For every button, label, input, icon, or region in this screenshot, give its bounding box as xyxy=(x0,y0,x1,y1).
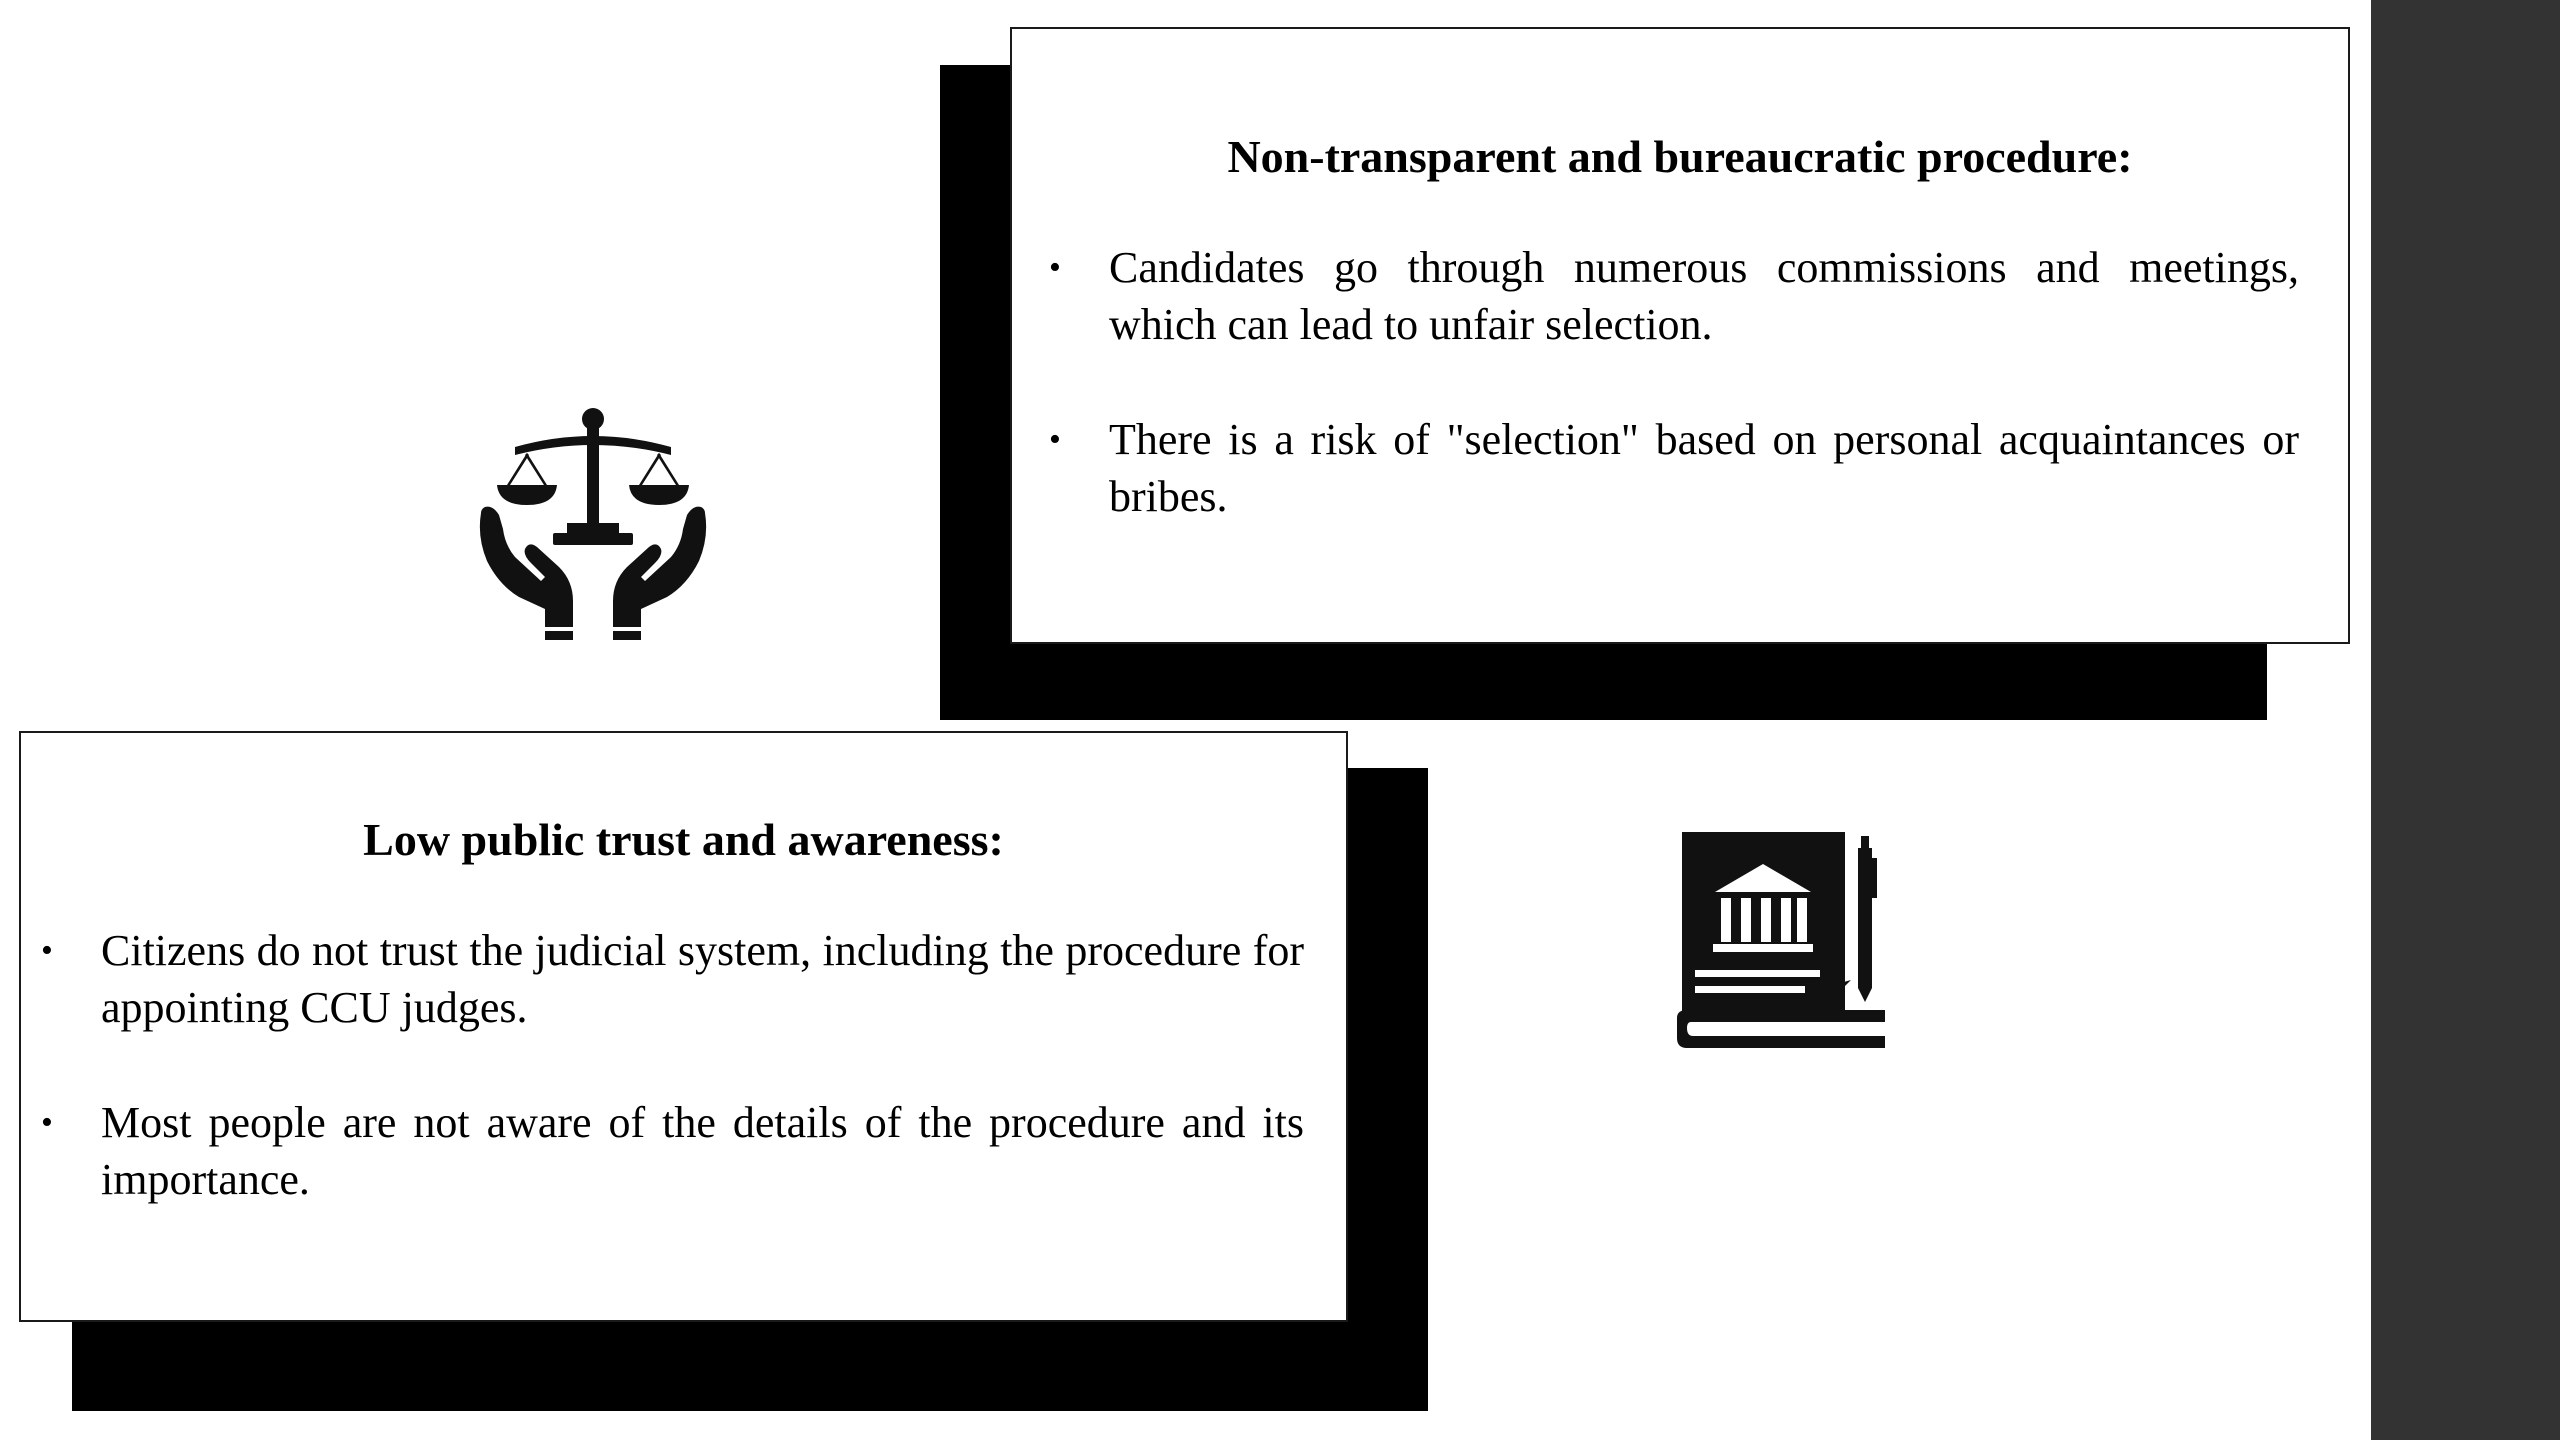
bottom-card-bullets xyxy=(41,922,1304,1208)
bullet-glyph: • xyxy=(1049,249,1061,287)
top-card-bullet-2-text: There is a risk of "selection" based on personal acquaintances or bribes. xyxy=(1109,415,2299,522)
scales-in-hands-icon xyxy=(475,405,715,640)
top-card-bullet-2 xyxy=(1049,411,2299,525)
top-card-bullet-1 xyxy=(1049,239,2299,353)
bottom-card-bullet-1 xyxy=(41,922,1304,1036)
bottom-card-bullet-1-text: Citizens do not trust the judicial system, including the procedure for appointing CCU judges. xyxy=(101,926,1304,1033)
top-card-bullet-1-text: Candidates go through numerous commissions and meetings, which can lead to unfair selection. xyxy=(1109,243,2299,350)
bullet-glyph: • xyxy=(1049,421,1061,459)
bottom-card-title: Low public trust and awareness: xyxy=(363,814,1004,865)
bottom-card xyxy=(19,731,1348,1322)
bottom-card-bullet-2-text: Most people are not aware of the details of the procedure and its importance. xyxy=(101,1098,1304,1205)
side-panel xyxy=(2371,0,2560,1440)
top-card xyxy=(1010,27,2350,644)
bullet-glyph: • xyxy=(41,932,53,970)
bottom-card-bullet-2 xyxy=(41,1094,1304,1208)
bullet-glyph: • xyxy=(41,1104,53,1142)
law-book-with-pen-icon xyxy=(1675,830,1890,1065)
top-card-bullets xyxy=(1049,239,2299,525)
top-card-title: Non-transparent and bureaucratic procedure: xyxy=(1227,131,2133,182)
